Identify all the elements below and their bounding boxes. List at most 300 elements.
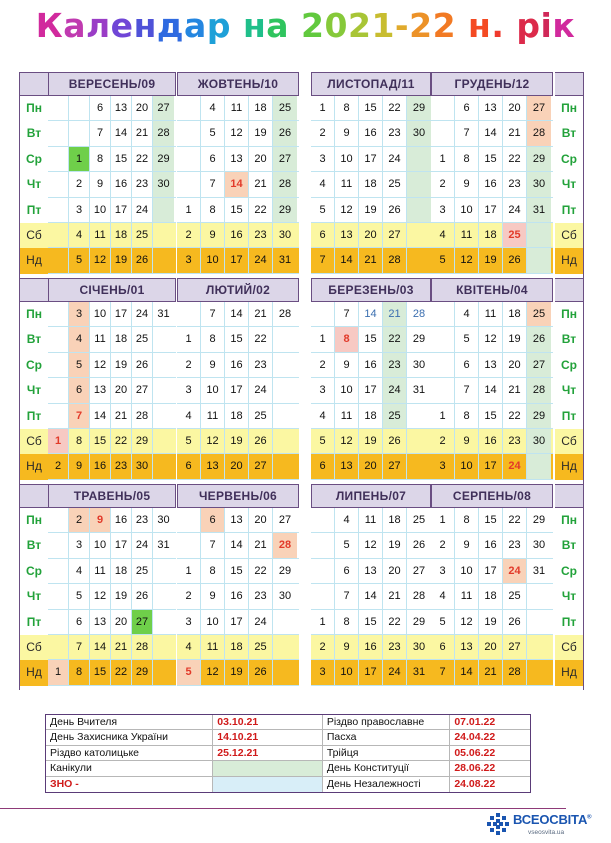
month-header: СІЧЕНЬ/01 [48,278,176,302]
day-cell: 8 [455,508,479,532]
weekday-label: Чт [561,589,577,604]
title-letter [456,6,468,45]
month-header: ТРАВЕНЬ/05 [48,484,176,508]
week-row [48,198,176,223]
day-cell: 18 [479,584,503,608]
week-row [48,223,176,248]
day-cell: 9 [335,353,359,377]
day-cell [273,404,297,428]
day-cell: 21 [111,635,132,659]
day-cell: 15 [479,404,503,428]
week-row [177,302,299,327]
day-cell: 12 [90,248,111,272]
title-letter: . [491,6,505,45]
weekday-label: Пн [26,307,42,321]
day-cell: 30 [278,228,292,241]
month-header: ЛЮТИЙ/02 [177,278,299,302]
day-cell [48,584,69,608]
day-cell: 1 [177,198,201,222]
week-row [177,172,299,197]
legend-label: День Захисника України [46,730,213,745]
day-cell: 29 [412,333,426,346]
brand-logo[interactable] [486,810,604,840]
day-cell: 11 [201,635,225,659]
day-cell: 17 [111,533,132,557]
day-cell [153,610,174,634]
day-cell [48,302,69,326]
day-cell: 12 [201,429,225,453]
week-row [177,508,299,533]
day-cell [407,454,431,478]
day-cell: 6 [69,378,90,402]
day-cell: 16 [359,635,383,659]
day-cell: 25 [249,635,273,659]
day-cell: 19 [111,248,132,272]
day-cell: 28 [412,590,426,603]
day-cell: 2 [431,533,455,557]
day-cell: 14 [225,302,249,326]
day-cell: 27 [249,454,273,478]
day-cell [311,533,335,557]
day-cell: 22 [383,610,407,634]
week-row [48,533,176,558]
day-cell: 18 [359,172,383,196]
day-cell: 11 [359,508,383,532]
week-row [48,404,176,429]
week-row [311,378,431,403]
day-cell: 27 [132,610,153,634]
snowflake-icon [486,812,510,836]
day-cell: 12 [90,353,111,377]
day-cell: 25 [503,584,527,608]
week-row [431,96,553,121]
day-cell: 6 [201,508,225,532]
day-cell: 16 [111,508,132,532]
weekday-label: Вт [561,126,577,141]
day-cell: 28 [132,404,153,428]
week-row [177,96,299,121]
day-cell [273,635,297,659]
day-cell: 31 [527,198,551,222]
day-cell: 8 [201,559,225,583]
title-letter: л [86,6,111,45]
week-row [311,559,431,584]
week-row [177,147,299,172]
day-cell: 31 [157,539,170,552]
day-cell [153,223,174,247]
day-cell: 5 [431,610,455,634]
day-cell: 25 [383,404,407,428]
day-cell: 1 [177,559,201,583]
day-cell: 12 [225,121,249,145]
day-cell: 29 [273,198,297,222]
day-cell: 11 [225,96,249,120]
day-cell: 21 [132,121,153,145]
day-cell: 21 [479,660,503,684]
day-cell: 1 [48,660,69,684]
day-cell: 16 [90,454,111,478]
weekday-label: Пт [26,614,42,629]
week-row [431,660,553,685]
day-cell: 3 [311,147,335,171]
weekday-column [19,278,48,484]
day-cell: 14 [479,378,503,402]
weekday-label: Чт [561,177,577,192]
day-cell: 10 [455,198,479,222]
day-cell [273,378,297,402]
weekday-column-header [555,484,583,508]
week-row [177,378,299,403]
week-row [48,327,176,352]
day-cell: 17 [111,198,132,222]
day-cell: 14 [359,302,383,326]
day-cell: 11 [455,223,479,247]
day-cell: 23 [249,223,273,247]
day-cell [407,248,431,272]
month-table [431,484,553,690]
day-cell [311,508,335,532]
day-cell: 12 [455,248,479,272]
title-letter: а [184,6,207,45]
day-cell: 21 [383,302,407,326]
day-cell: 18 [249,96,273,120]
day-cell: 22 [503,508,527,532]
day-cell: 20 [503,353,527,377]
day-cell: 19 [225,660,249,684]
legend-row [46,746,530,761]
day-cell: 15 [225,198,249,222]
day-cell: 18 [225,635,249,659]
weekday-label: Нд [20,660,48,685]
day-cell: 9 [90,508,111,532]
legend-label: День Вчителя [46,715,213,730]
day-cell: 30 [412,640,426,653]
week-row [48,353,176,378]
day-cell: 15 [225,559,249,583]
day-cell: 3 [69,533,90,557]
day-cell: 4 [177,635,201,659]
day-cell: 13 [455,635,479,659]
title-letter: а [63,6,86,45]
day-cell: 22 [111,660,132,684]
week-row [431,353,553,378]
week-row [431,223,553,248]
day-cell: 30 [407,121,431,145]
week-row [311,96,431,121]
week-row [431,454,553,479]
day-cell: 8 [335,327,359,351]
weekday-label: Сб [555,223,583,248]
day-cell: 29 [278,564,292,577]
day-cell: 30 [153,172,174,196]
day-cell: 12 [335,429,359,453]
title-letter: н [242,6,267,45]
day-cell: 26 [249,429,273,453]
day-cell: 8 [69,429,90,453]
weekday-label: Нд [555,248,583,273]
weekday-label: Пн [561,307,577,321]
day-cell: 25 [503,223,527,247]
day-cell: 3 [69,198,90,222]
day-cell: 2 [431,172,455,196]
week-row [311,584,431,609]
day-cell: 9 [69,454,90,478]
weekday-label: Нд [555,660,583,685]
day-cell: 30 [157,514,170,526]
week-row [431,147,553,172]
day-cell: 1 [69,147,90,171]
month-header: ЖОВТЕНЬ/10 [177,72,299,96]
weekday-column-header [20,278,48,302]
day-cell: 5 [177,660,201,684]
day-cell: 28 [273,172,297,196]
day-cell: 20 [111,610,132,634]
week-row [431,429,553,454]
day-cell: 5 [311,198,335,222]
day-cell [69,96,90,120]
day-cell: 10 [455,559,479,583]
day-cell [177,96,201,120]
day-cell: 23 [503,172,527,196]
weekday-label: Пт [561,408,577,423]
day-cell: 17 [225,378,249,402]
day-cell: 27 [278,514,292,526]
day-cell: 27 [383,454,407,478]
day-cell: 7 [455,378,479,402]
day-cell [48,559,69,583]
month-table [311,278,431,484]
day-cell: 4 [69,559,90,583]
day-cell [48,121,69,145]
day-cell [527,248,551,272]
day-cell: 24 [249,610,273,634]
day-cell [153,353,174,377]
day-cell: 7 [201,533,225,557]
day-cell: 16 [225,584,249,608]
day-cell: 31 [278,254,292,267]
title-letter: д [156,6,185,45]
day-cell: 24 [132,302,153,326]
day-cell: 18 [503,302,527,326]
day-cell [527,635,551,659]
day-cell [273,454,297,478]
day-cell: 4 [201,96,225,120]
day-cell: 23 [383,635,407,659]
day-cell [48,223,69,247]
day-cell: 29 [132,429,153,453]
day-cell [48,610,69,634]
weekday-label: Ср [561,357,577,372]
day-cell [431,96,455,120]
day-cell: 24 [503,454,527,478]
day-cell: 5 [69,248,90,272]
day-cell: 22 [383,96,407,120]
day-cell: 13 [479,353,503,377]
day-cell [48,327,69,351]
day-cell: 21 [249,533,273,557]
weekday-label: Нд [20,248,48,273]
legend-date: 24.04.22 [450,730,530,745]
day-cell: 19 [383,533,407,557]
day-cell: 17 [111,302,132,326]
legend-date: 14.10.21 [213,730,323,745]
week-row [311,353,431,378]
day-cell: 25 [132,223,153,247]
week-row [48,660,176,685]
legend-row [46,761,530,776]
day-cell: 8 [455,404,479,428]
day-cell: 19 [111,584,132,608]
day-cell: 7 [335,302,359,326]
day-cell [48,533,69,557]
month-header: ГРУДЕНЬ/12 [431,72,553,96]
day-cell: 25 [527,302,551,326]
legend-date: 05.06.22 [450,746,530,761]
day-cell [153,378,174,402]
day-cell: 12 [455,610,479,634]
week-row [431,533,553,558]
day-cell [153,248,174,272]
day-cell: 14 [335,248,359,272]
day-cell [273,327,297,351]
title-letter: е [110,6,134,45]
week-row [177,429,299,454]
day-cell: 3 [431,198,455,222]
title-letter: к [552,6,576,45]
month-table [177,278,299,484]
day-cell: 4 [431,223,455,247]
weekday-column-header [20,484,48,508]
weekday-label: Ср [26,563,42,578]
day-cell: 26 [383,429,407,453]
day-cell: 8 [201,327,225,351]
weekday-column [19,484,48,690]
title-letter: К [35,6,64,45]
weekday-column-header [555,72,583,96]
day-cell [407,429,431,453]
day-cell [407,404,431,428]
day-cell: 31 [532,564,546,577]
day-cell: 24 [503,198,527,222]
day-cell: 2 [69,508,90,532]
weekday-column [19,72,48,278]
day-cell [48,147,69,171]
title-letter: р [206,6,231,45]
day-cell [527,223,551,247]
day-cell: 10 [455,454,479,478]
day-cell: 24 [383,660,407,684]
day-cell: 6 [335,559,359,583]
day-cell [48,96,69,120]
day-cell: 23 [249,353,273,377]
day-cell: 16 [479,533,503,557]
day-cell [153,454,174,478]
day-cell [311,302,335,326]
day-cell [153,404,174,428]
day-cell [48,248,69,272]
day-cell: 22 [132,147,153,171]
day-cell: 5 [69,584,90,608]
day-cell: 6 [90,96,111,120]
day-cell: 9 [335,635,359,659]
weekday-label: Пт [26,408,42,423]
week-row [177,610,299,635]
day-cell: 27 [383,223,407,247]
week-row [431,610,553,635]
day-cell: 7 [69,635,90,659]
day-cell: 13 [335,454,359,478]
week-row [311,172,431,197]
day-cell: 31 [412,384,426,397]
day-cell: 2 [177,223,201,247]
day-cell: 27 [527,96,551,120]
day-cell: 7 [311,248,335,272]
day-cell: 2 [311,635,335,659]
day-cell: 1 [431,147,455,171]
weekday-label: Сб [20,223,48,248]
day-cell: 30 [278,590,292,603]
day-cell: 1 [177,327,201,351]
title-letter: - [394,6,410,45]
day-cell: 20 [503,96,527,120]
day-cell: 3 [311,660,335,684]
day-cell: 14 [90,404,111,428]
day-cell: 22 [383,327,407,351]
month-header: БЕРЕЗЕНЬ/03 [311,278,431,302]
day-cell: 1 [431,404,455,428]
day-cell: 11 [90,327,111,351]
day-cell: 24 [132,198,153,222]
month-table [48,278,176,484]
day-cell: 23 [249,584,273,608]
calendar-block [19,484,584,690]
day-cell: 16 [225,353,249,377]
day-cell: 16 [359,121,383,145]
day-cell: 26 [273,121,297,145]
day-cell: 22 [249,327,273,351]
day-cell [273,353,297,377]
legend-label: Різдво католицьке [46,746,213,761]
day-cell: 14 [225,172,249,196]
day-cell: 8 [455,147,479,171]
day-cell: 15 [479,147,503,171]
day-cell: 11 [335,404,359,428]
day-cell: 23 [383,353,407,377]
day-cell: 27 [273,147,297,171]
day-cell: 5 [431,248,455,272]
day-cell: 23 [132,508,153,532]
day-cell: 30 [532,539,546,552]
day-cell: 28 [527,378,551,402]
week-row [311,223,431,248]
day-cell: 5 [69,353,90,377]
day-cell: 18 [111,559,132,583]
week-row [311,660,431,685]
weekday-label: Пт [26,202,42,217]
title-letter [289,6,301,45]
day-cell: 10 [335,378,359,402]
day-cell: 11 [455,584,479,608]
day-cell: 29 [153,147,174,171]
week-row [311,429,431,454]
week-row [311,635,431,660]
day-cell: 21 [249,302,273,326]
day-cell: 11 [201,404,225,428]
day-cell: 14 [111,121,132,145]
day-cell: 19 [249,121,273,145]
day-cell: 22 [249,559,273,583]
day-cell: 7 [455,121,479,145]
